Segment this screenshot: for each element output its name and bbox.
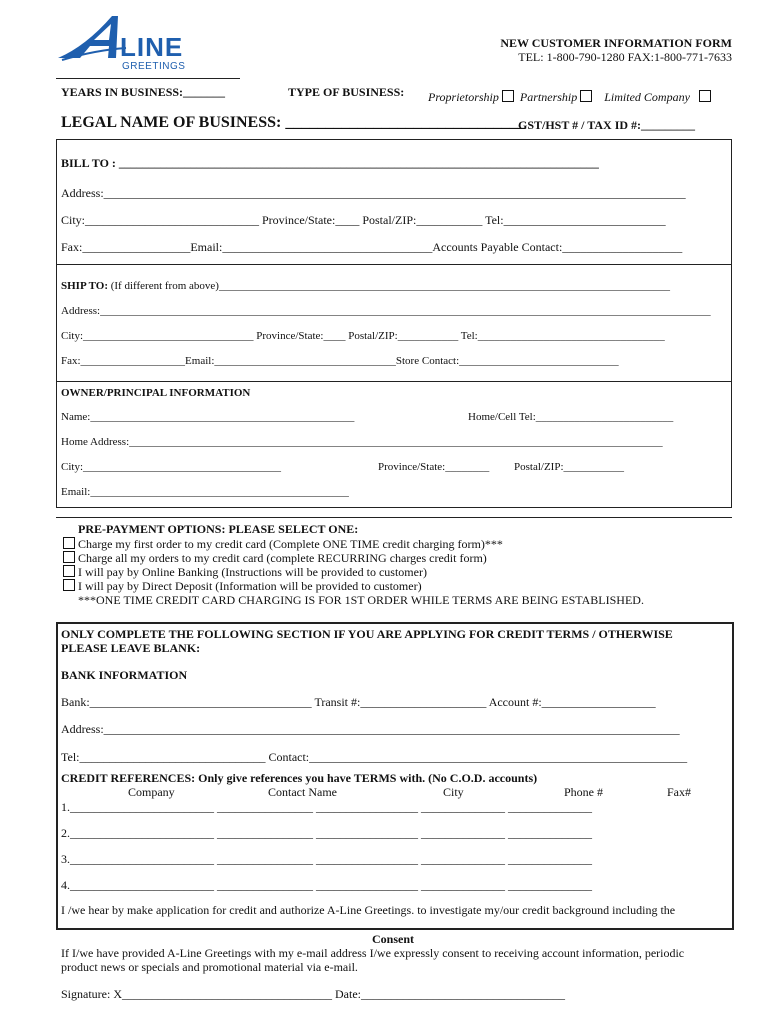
ref-col-city: City bbox=[443, 785, 464, 799]
bank-tel-row[interactable]: Tel:_______________________________ Contact:_______________________________________________________________ bbox=[61, 750, 688, 764]
owner-email-field[interactable]: Email:_______________________________________________ bbox=[61, 486, 349, 498]
ship-to-title-row[interactable] bbox=[61, 280, 670, 292]
bank-address-field[interactable]: Address:________________________________________________________________________________________________ bbox=[61, 722, 680, 736]
years-in-business-field[interactable]: YEARS IN BUSINESS:_______ bbox=[61, 85, 226, 99]
credit-references-title: CREDIT REFERENCES: Only give references you have TERMS with. (No C.O.D. accounts) bbox=[61, 771, 538, 785]
logo-wordmark: LINE bbox=[120, 32, 184, 62]
bill-to-fax-row[interactable]: Fax:__________________Email:___________________________________Accounts Payable Contact:____________________ bbox=[61, 240, 683, 254]
credit-terms-heading-1: ONLY COMPLETE THE FOLLOWING SECTION IF YOU ARE APPLYING FOR CREDIT TERMS / OTHERWISE bbox=[61, 627, 673, 641]
signature-row[interactable] bbox=[61, 987, 565, 1002]
legal-name-field[interactable]: LEGAL NAME OF BUSINESS: ______________________________ bbox=[61, 114, 526, 131]
business-type-label: TYPE OF BUSINESS: bbox=[288, 85, 405, 99]
ship-to-note: (If different from above)__________________________________________________________________________________ bbox=[110, 280, 670, 292]
credit-authorization-text: I /we hear by make application for credit and authorize A-Line Greetings. to investigate my/our credit background including the bbox=[61, 903, 676, 917]
credit-reference-row-4[interactable]: 4.________________________ ________________ _________________ ______________ ______________ bbox=[61, 878, 592, 892]
bill-to-address-field[interactable]: Address:_________________________________________________________________________________________________ bbox=[61, 186, 686, 200]
ref-col-fax: Fax# bbox=[667, 785, 691, 799]
prepayment-title: PRE-PAYMENT OPTIONS: PLEASE SELECT ONE: bbox=[78, 522, 359, 536]
ref-col-contact: Contact Name bbox=[268, 785, 337, 799]
prepayment-checkbox-2[interactable] bbox=[63, 551, 75, 563]
option-proprietorship-label: Proprietorship bbox=[428, 90, 499, 104]
prepayment-option-2-label: Charge all my orders to my credit card (complete RECURRING charges credit form) bbox=[78, 551, 487, 565]
credit-terms-heading-2: PLEASE LEAVE BLANK: bbox=[61, 641, 201, 655]
consent-title: Consent bbox=[372, 932, 415, 946]
owner-section-title: OWNER/PRINCIPAL INFORMATION bbox=[61, 387, 251, 399]
ship-to-city-row[interactable]: City:_______________________________ Province/State:____ Postal/ZIP:___________ Tel:__________________________________ bbox=[61, 330, 665, 342]
owner-postal-field[interactable]: Postal/ZIP:___________ bbox=[514, 461, 625, 473]
business-type-options bbox=[428, 90, 711, 105]
prepayment-checkbox-3[interactable] bbox=[63, 565, 75, 577]
prepayment-note: ***ONE TIME CREDIT CARD CHARGING IS FOR 1ST ORDER WHILE TERMS ARE BEING ESTABLISHED. bbox=[78, 593, 644, 607]
ship-to-address-field[interactable]: Address:_______________________________________________________________________________________________________________ bbox=[61, 305, 711, 317]
logo-subtitle: GREETINGS bbox=[122, 61, 186, 72]
prepayment-option-4-label: I will pay by Direct Deposit (Information will be provided to customer) bbox=[78, 579, 422, 593]
bank-info-title: BANK INFORMATION bbox=[61, 668, 188, 682]
date-field[interactable]: Date:__________________________________ bbox=[335, 987, 565, 1001]
bill-to-city-row[interactable]: City:_____________________________ Province/State:____ Postal/ZIP:___________ Tel:___________________________ bbox=[61, 213, 666, 227]
prepayment-option-2[interactable] bbox=[63, 551, 487, 566]
owner-home-address-field[interactable]: Home Address:_________________________________________________________________________________________________ bbox=[61, 436, 663, 448]
prepayment-option-3[interactable] bbox=[63, 565, 427, 580]
option-limited-company-label: Limited Company bbox=[604, 90, 690, 104]
credit-reference-row-1[interactable]: 1.________________________ ________________ _________________ ______________ ______________ bbox=[61, 800, 592, 814]
option-partnership-label: Partnership bbox=[519, 90, 578, 104]
consent-text-1: If I/we have provided A-Line Greetings with my e-mail address I/we expressly consent to receiving account information, periodic bbox=[61, 946, 685, 960]
ref-col-phone: Phone # bbox=[564, 785, 603, 799]
company-contact: TEL: 1-800-790-1280 FAX:1-800-771-7633 bbox=[518, 50, 732, 64]
proprietorship-checkbox[interactable] bbox=[502, 90, 514, 102]
form-title: NEW CUSTOMER INFORMATION FORM bbox=[500, 36, 732, 50]
owner-name-field[interactable]: Name:________________________________________________ bbox=[61, 411, 355, 423]
gst-tax-id-field[interactable]: GST/HST # / TAX ID #:_________ bbox=[518, 118, 696, 132]
prepayment-checkbox-1[interactable] bbox=[63, 537, 75, 549]
prepayment-option-1[interactable] bbox=[63, 537, 503, 552]
signature-field[interactable]: X___________________________________ bbox=[113, 987, 332, 1001]
owner-phone-field[interactable]: Home/Cell Tel:_________________________ bbox=[468, 411, 674, 423]
bank-row[interactable]: Bank:_____________________________________ Transit #:_____________________ Account #:___________________ bbox=[61, 695, 656, 709]
owner-province-field[interactable]: Province/State:________ bbox=[378, 461, 490, 473]
credit-reference-row-3[interactable]: 3.________________________ ________________ _________________ ______________ ______________ bbox=[61, 852, 592, 866]
prepayment-checkbox-4[interactable] bbox=[63, 579, 75, 591]
ship-to-fax-row[interactable]: Fax:___________________Email:_________________________________Store Contact:_____________________________ bbox=[61, 355, 619, 367]
company-logo bbox=[56, 10, 216, 74]
limited-company-checkbox[interactable] bbox=[699, 90, 711, 102]
prepayment-option-1-label: Charge my first order to my credit card (Complete ONE TIME credit charging form)*** bbox=[78, 537, 503, 551]
prepayment-option-4[interactable] bbox=[63, 579, 422, 594]
signature-label: Signature: bbox=[61, 987, 111, 1001]
consent-text-2: product news or specials and promotional material via e-mail. bbox=[61, 960, 358, 974]
ref-col-company: Company bbox=[128, 785, 175, 799]
owner-city-field[interactable]: City:____________________________________ bbox=[61, 461, 282, 473]
prepayment-option-3-label: I will pay by Online Banking (Instructions will be provided to customer) bbox=[78, 565, 427, 579]
partnership-checkbox[interactable] bbox=[580, 90, 592, 102]
bill-to-name-field[interactable]: BILL TO : ________________________________________________________________________________ bbox=[61, 156, 599, 170]
ship-to-title: SHIP TO: bbox=[61, 280, 108, 292]
credit-reference-row-2[interactable]: 2.________________________ ________________ _________________ ______________ ______________ bbox=[61, 826, 592, 840]
